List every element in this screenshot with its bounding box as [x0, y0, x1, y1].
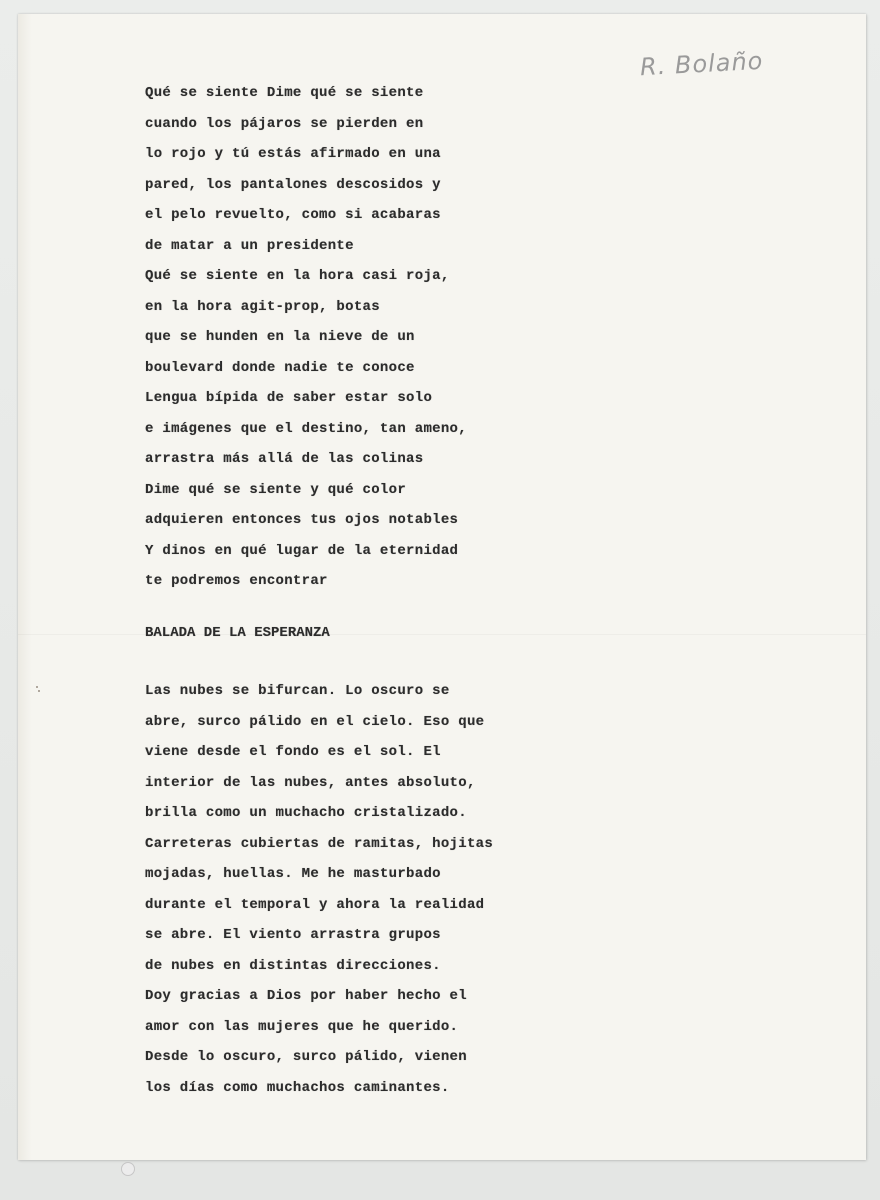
- poem-line: boulevard donde nadie te conoce: [145, 359, 415, 376]
- poem-line: los días como muchachos caminantes.: [145, 1079, 450, 1096]
- paper-edge: [18, 14, 32, 1160]
- poem-line: mojadas, huellas. Me he masturbado: [145, 866, 441, 882]
- paper-fleck: [38, 690, 40, 692]
- poem-line: te podremos encontrar: [145, 573, 328, 589]
- poem-line: de matar a un presidente: [145, 237, 354, 254]
- paper-fleck: [36, 686, 38, 688]
- poem-line: que se hunden en la nieve de un: [145, 329, 415, 345]
- poem-untitled: [145, 78, 467, 597]
- poem-line: en la hora agit-prop, botas: [145, 298, 380, 315]
- poem-line: Y dinos en qué lugar de la eternidad: [145, 542, 459, 559]
- hole-mark: [121, 1162, 135, 1176]
- poem-line: arrastra más allá de las colinas: [145, 451, 424, 467]
- poem-line: Lengua bípida de saber estar solo: [145, 390, 433, 406]
- poem-title: BALADA DE LA ESPERANZA: [145, 625, 330, 641]
- poem-line: Las nubes se bifurcan. Lo oscuro se: [145, 683, 450, 699]
- poem-line: durante el temporal y ahora la realidad: [145, 896, 485, 913]
- poem-line: viene desde el fondo es el sol. El: [145, 744, 441, 760]
- poem-line: amor con las mujeres que he querido.: [145, 1018, 459, 1035]
- poem-line: Qué se siente en la hora casi roja,: [145, 268, 450, 284]
- poem-line: se abre. El viento arrastra grupos: [145, 927, 441, 943]
- poem-line: Carreteras cubiertas de ramitas, hojitas: [145, 835, 494, 852]
- poem-line: Desde lo oscuro, surco pálido, vienen: [145, 1049, 467, 1065]
- poem-line: el pelo revuelto, como si acabaras: [145, 207, 441, 223]
- poem-line: abre, surco pálido en el cielo. Eso que: [145, 713, 485, 730]
- poem-balada-de-la-esperanza: [145, 676, 493, 1103]
- poem-line: interior de las nubes, antes absoluto,: [145, 774, 476, 791]
- poem-line: pared, los pantalones descosidos y: [145, 176, 441, 193]
- poem-line: de nubes en distintas direcciones.: [145, 957, 441, 974]
- poem-line: Dime qué se siente y qué color: [145, 481, 407, 498]
- poem-line: Doy gracias a Dios por haber hecho el: [145, 988, 467, 1004]
- poem-line: adquieren entonces tus ojos notables: [145, 512, 459, 528]
- poem-line: brilla como un muchacho cristalizado.: [145, 805, 467, 821]
- poem-line: e imágenes que el destino, tan ameno,: [145, 420, 467, 437]
- poem-line: Qué se siente Dime qué se siente: [145, 85, 424, 101]
- poem-line: lo rojo y tú estás afirmado en una: [145, 146, 441, 162]
- poem-line: cuando los pájaros se pierden en: [145, 115, 424, 132]
- handwritten-signature: R. Bolaño: [639, 46, 765, 82]
